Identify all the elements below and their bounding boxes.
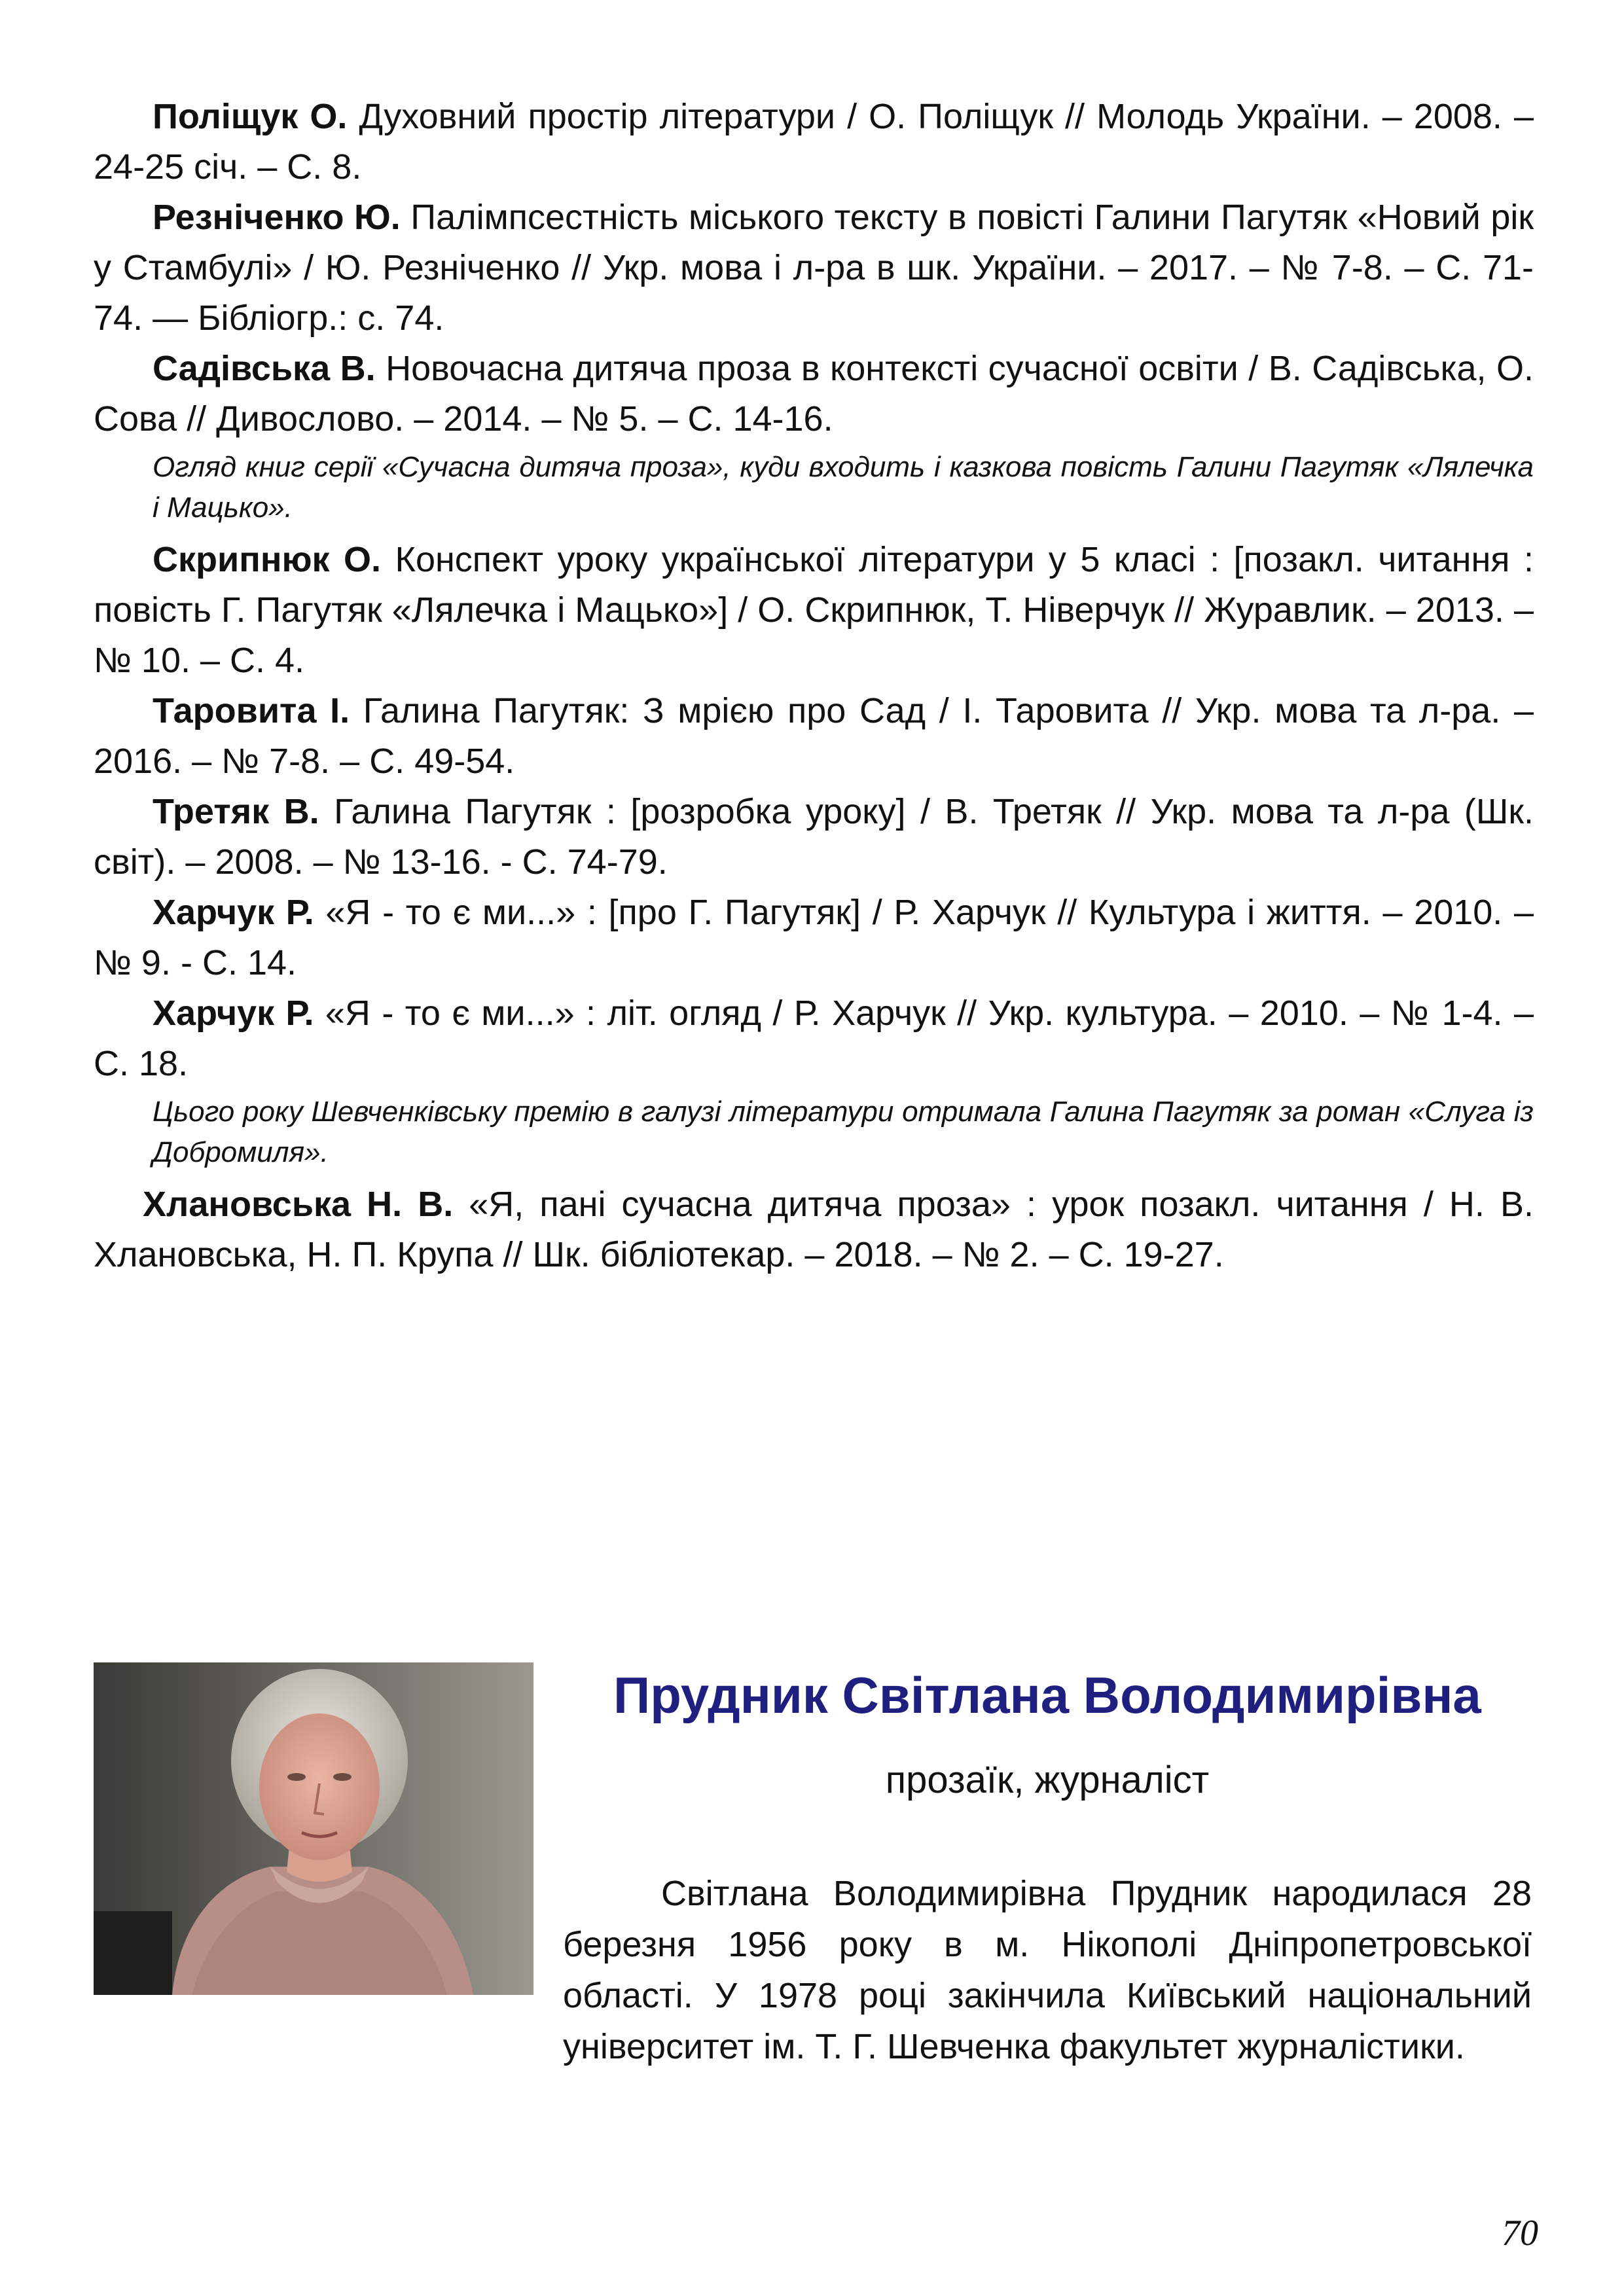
reference-entry: [94, 344, 1534, 444]
reference-text: «Я - то є ми...» : [про Г. Пагутяк] / Р. Харчук // Культура і життя. – 2010. – № 9. - С. 14.: [94, 893, 1534, 982]
reference-entry: [94, 988, 1534, 1089]
page-number: 70: [1502, 2213, 1538, 2253]
reference-author: Хлановська Н. В.: [143, 1185, 454, 1224]
reference-note: Огляд книг серії «Сучасна дитяча проза», куди входить і казкова повість Галини Пагутяк «Лялечка і Мацько».: [153, 451, 1534, 524]
portrait-image: [94, 1662, 533, 1995]
reference-author: Резніченко Ю.: [153, 198, 401, 237]
reference-author: Харчук Р.: [153, 893, 314, 932]
reference-entry: [94, 92, 1534, 192]
reference-text: «Я, пані сучасна дитяча проза» : урок позакл. читання / Н. В. Хлановська, Н. П. Крупа // Шк. бібліотекар. – 2018. – № 2. – С. 19-27.: [94, 1185, 1534, 1274]
references-list: [94, 92, 1534, 1280]
reference-text: Палімпсестність міського тексту в повісті Галини Пагутяк «Новий рік у Стамбулі» / Ю. Резніченко // Укр. мова і л-ра в шк. України. – 2017. – № 7-8. – С. 71-74. — Бібліогр.: с. 74.: [94, 198, 1534, 338]
reference-entry: [94, 1179, 1534, 1280]
reference-entry: [94, 686, 1534, 787]
reference-author: Садівська В.: [153, 349, 376, 388]
reference-text: Галина Пагутяк: З мрією про Сад / І. Таровита // Укр. мова та л-ра. – 2016. – № 7-8. – С. 49-54.: [94, 691, 1534, 781]
reference-entry: [94, 192, 1534, 344]
reference-author: Третяк В.: [153, 792, 319, 831]
profile-bio: Світлана Володимирівна Прудник народилася 28 березня 1956 року в м. Нікополі Дніпропетровської області. У 1978 році закінчила Київський національний університет ім. Т. Г. Шевченка факультет журналістики.: [563, 1874, 1532, 2066]
reference-entry: [94, 888, 1534, 988]
reference-author: Таровита І.: [153, 691, 350, 730]
reference-entry: [94, 535, 1534, 686]
reference-text: Новочасна дитяча проза в контексті сучасної освіти / В. Садівська, О. Сова // Дивослово. – 2014. – № 5. – С. 14-16.: [94, 349, 1534, 439]
reference-entry: [94, 787, 1534, 888]
reference-text: «Я - то є ми...» : літ. огляд / Р. Харчук // Укр. культура. – 2010. – № 1-4. – С. 18.: [94, 994, 1534, 1083]
author-photo: [94, 1662, 533, 1995]
profile-profession: прозаїк, журналіст: [885, 1759, 1210, 1801]
reference-text: Духовний простір літератури / О. Поліщук // Молодь України. – 2008. – 24-25 січ. – С. 8.: [94, 97, 1534, 187]
reference-text: Конспект уроку української літератури у 5 класі : [позакл. читання : повість Г. Пагутяк «Лялечка і Мацько»] / О. Скрипнюк, Т. Ніверчук // Журавлик. – 2013. – № 10. – С. 4.: [94, 540, 1534, 680]
reference-author: Поліщук О.: [153, 97, 348, 136]
reference-author: Скрипнюк О.: [153, 540, 382, 579]
reference-author: Харчук Р.: [153, 994, 314, 1033]
profile-name: Прудник Світлана Володимирівна: [613, 1666, 1481, 1724]
reference-note: Цього року Шевченківську премію в галузі літератури отримала Галина Пагутяк за роман «Слуга із Добромиля».: [153, 1096, 1534, 1168]
reference-text: Галина Пагутяк : [розробка уроку] / В. Третяк // Укр. мова та л-ра (Шк. світ). – 2008. – № 13-16. - С. 74-79.: [94, 792, 1534, 882]
